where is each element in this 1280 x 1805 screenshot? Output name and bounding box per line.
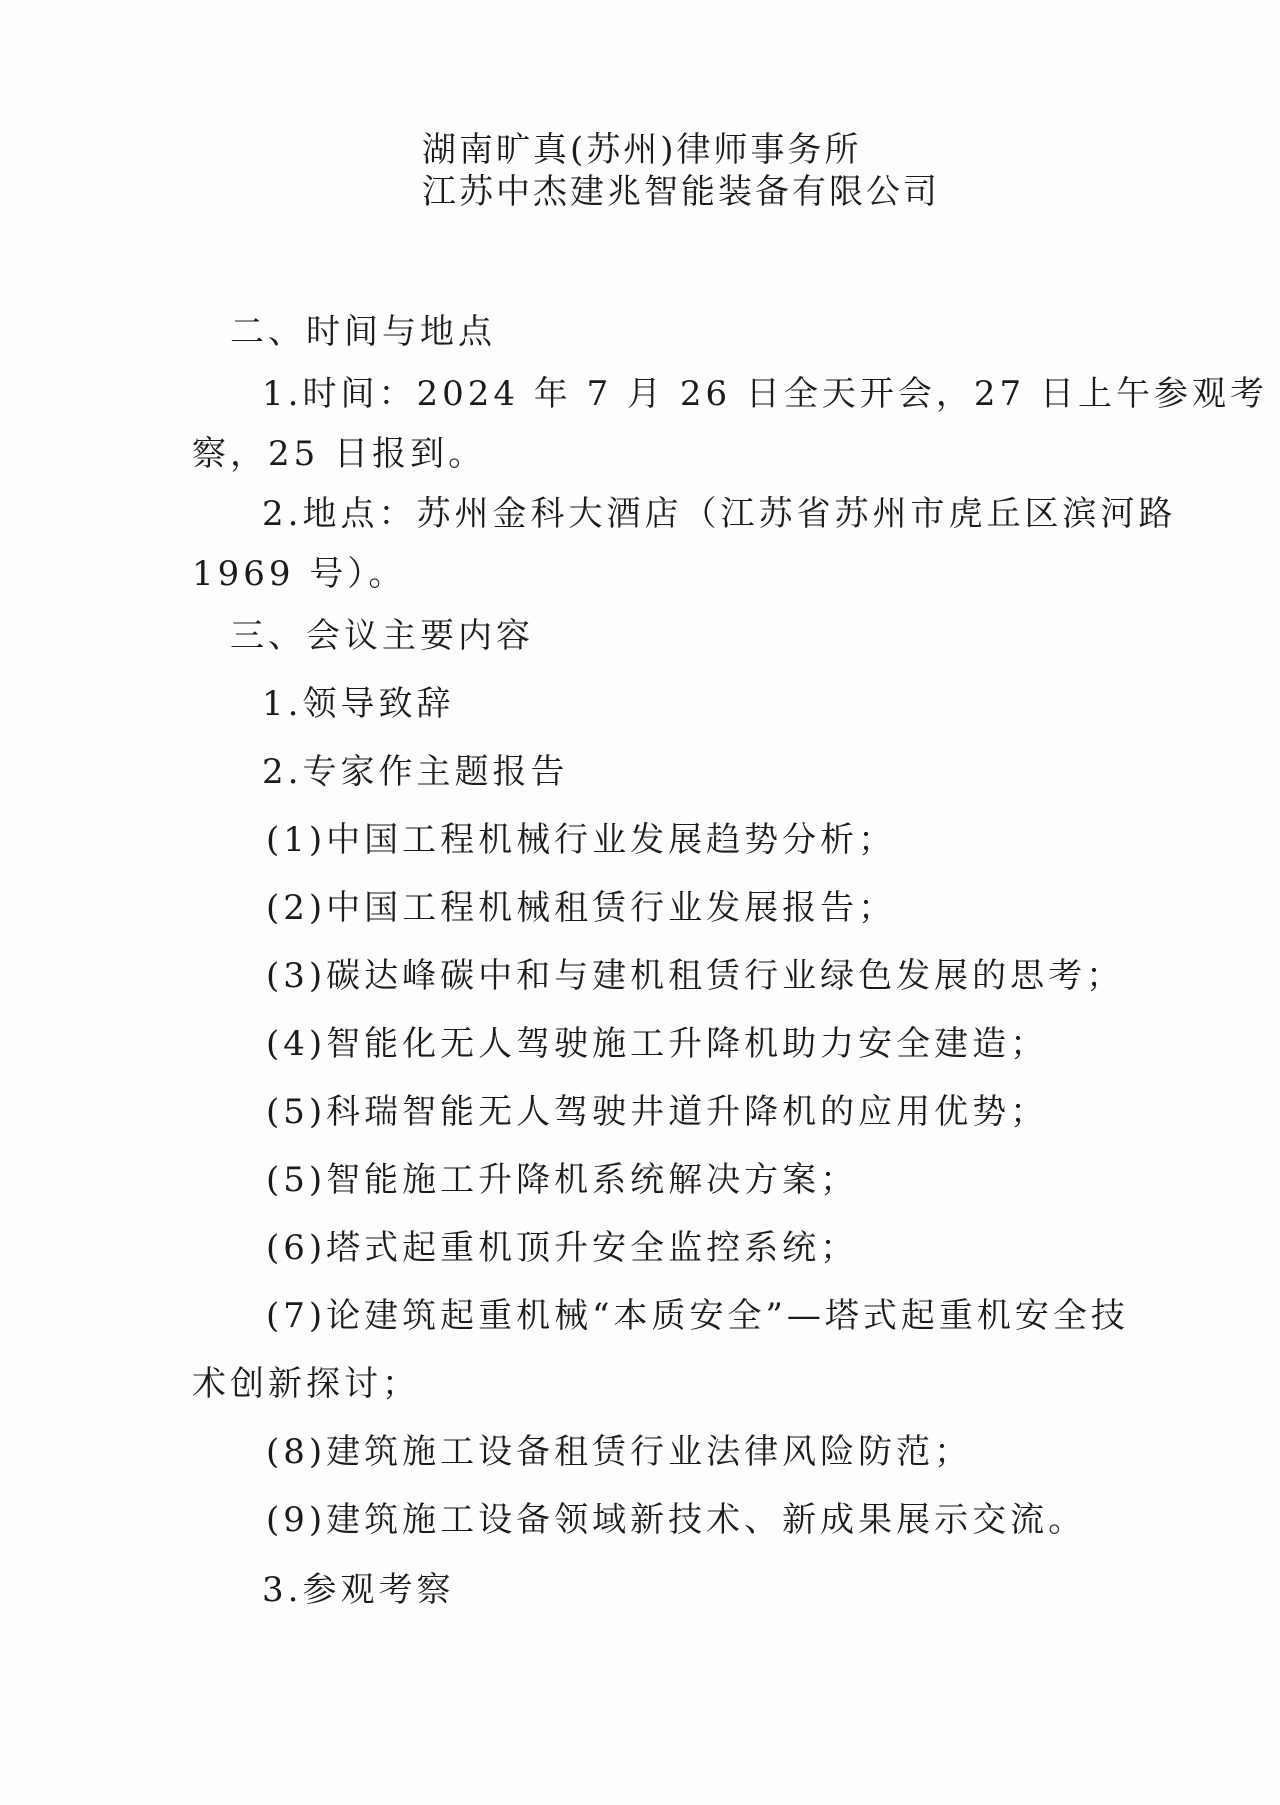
report-item: (7)论建筑起重机械“本质安全”—塔式起重机安全技 bbox=[266, 1296, 1129, 1336]
time-text-line2: 察，25 日报到。 bbox=[192, 434, 487, 474]
place-text-line2: 1969 号）。 bbox=[192, 554, 407, 594]
organizer-law-firm: 湖南旷真(苏州)律师事务所 bbox=[422, 130, 862, 170]
report-item-continuation: 术创新探讨； bbox=[192, 1364, 420, 1404]
report-item: (4)智能化无人驾驶施工升降机助力安全建造； bbox=[266, 1024, 1049, 1064]
report-item: (1)中国工程机械行业发展趋势分析； bbox=[266, 820, 897, 860]
content-item-expert-reports: 2.专家作主题报告 bbox=[262, 752, 569, 792]
report-item: (9)建筑施工设备领域新技术、新成果展示交流。 bbox=[266, 1500, 1087, 1540]
report-item: (2)中国工程机械租赁行业发展报告； bbox=[266, 888, 897, 928]
report-item: (5)智能施工升降机系统解决方案； bbox=[266, 1160, 859, 1200]
content-item-leader-speech: 1.领导致辞 bbox=[262, 684, 455, 724]
report-item: (3)碳达峰碳中和与建机租赁行业绿色发展的思考； bbox=[266, 956, 1125, 996]
report-item: (5)科瑞智能无人驾驶井道升降机的应用优势； bbox=[266, 1092, 1049, 1132]
time-text-line1: 1.时间：2024 年 7 月 26 日全天开会，27 日上午参观考 bbox=[262, 374, 1268, 414]
report-item: (6)塔式起重机顶升安全监控系统； bbox=[266, 1228, 859, 1268]
section-heading-content: 三、会议主要内容 bbox=[230, 616, 534, 656]
report-item: (8)建筑施工设备租赁行业法律风险防范； bbox=[266, 1432, 973, 1472]
section-heading-time-place: 二、时间与地点 bbox=[230, 312, 496, 352]
content-item-site-visit: 3.参观考察 bbox=[262, 1570, 455, 1610]
organizer-company: 江苏中杰建兆智能装备有限公司 bbox=[422, 172, 940, 212]
place-text-line1: 2.地点：苏州金科大酒店（江苏省苏州市虎丘区滨河路 bbox=[262, 494, 1177, 534]
